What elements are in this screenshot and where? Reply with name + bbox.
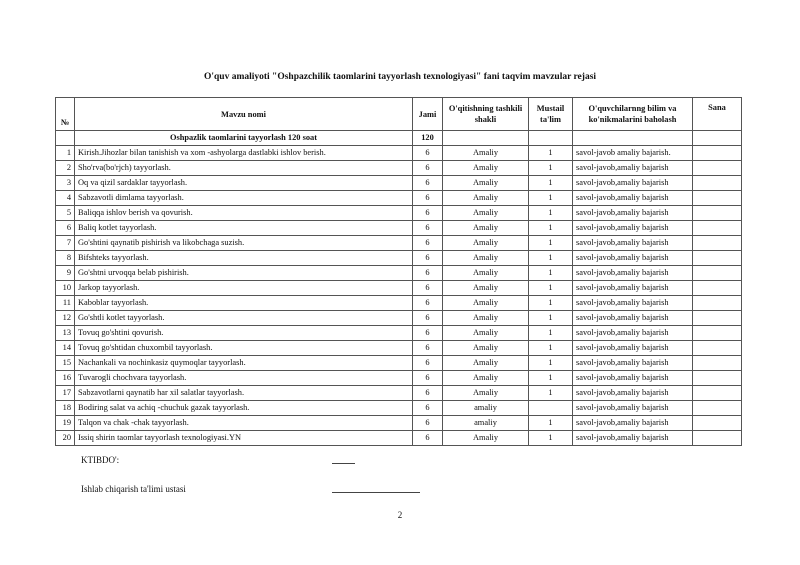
header-no: № — [56, 98, 75, 131]
row-date — [693, 206, 742, 221]
table-row — [56, 281, 742, 296]
row-total: 6 — [413, 356, 443, 371]
section-label: Oshpazlik taomlarini tayyorlash 120 soat — [75, 131, 413, 146]
row-form: Amaliy — [443, 356, 529, 371]
row-date — [693, 296, 742, 311]
table-row — [56, 416, 742, 431]
row-topic: Sabzavotli dimlama tayyorlash. — [75, 191, 413, 206]
row-assessment: savol-javob,amaliy bajarish — [573, 311, 693, 326]
row-number: 7 — [56, 236, 75, 251]
table-row — [56, 236, 742, 251]
row-number: 12 — [56, 311, 75, 326]
row-number: 9 — [56, 266, 75, 281]
signature-line-1 — [332, 463, 355, 464]
row-assessment: savol-javob,amaliy bajarish — [573, 266, 693, 281]
row-topic: Go'shtni urvoqqa belab pishirish. — [75, 266, 413, 281]
row-number: 11 — [56, 296, 75, 311]
row-form: Amaliy — [443, 221, 529, 236]
row-topic: Go'shtli kotlet tayyorlash. — [75, 311, 413, 326]
row-total: 6 — [413, 431, 443, 446]
row-independent: 1 — [529, 176, 573, 191]
row-assessment: savol-javob,amaliy bajarish — [573, 386, 693, 401]
row-topic: Bifshteks tayyorlash. — [75, 251, 413, 266]
row-assessment: savol-javob,amaliy bajarish — [573, 221, 693, 236]
row-independent: 1 — [529, 326, 573, 341]
table-row — [56, 176, 742, 191]
header-form: O'qitishning tashkili shakli — [443, 98, 529, 131]
row-total: 6 — [413, 311, 443, 326]
row-form: Amaliy — [443, 371, 529, 386]
row-topic: Oq va qizil sardaklar tayyorlash. — [75, 176, 413, 191]
row-number: 10 — [56, 281, 75, 296]
row-topic: Tuvarogli chochvara tayyorlash. — [75, 371, 413, 386]
row-independent: 1 — [529, 146, 573, 161]
row-date — [693, 431, 742, 446]
row-date — [693, 176, 742, 191]
table-row — [56, 206, 742, 221]
row-total: 6 — [413, 146, 443, 161]
row-total: 6 — [413, 206, 443, 221]
row-assessment: savol-javob,amaliy bajarish — [573, 401, 693, 416]
row-form: Amaliy — [443, 281, 529, 296]
row-total: 6 — [413, 371, 443, 386]
table-row — [56, 191, 742, 206]
row-independent: 1 — [529, 206, 573, 221]
row-form: amaliy — [443, 401, 529, 416]
table-row — [56, 386, 742, 401]
row-total: 6 — [413, 176, 443, 191]
row-topic: Kaboblar tayyorlash. — [75, 296, 413, 311]
row-total: 6 — [413, 386, 443, 401]
row-topic: Sho'rva(bo'rjch) tayyorlash. — [75, 161, 413, 176]
row-number: 1 — [56, 146, 75, 161]
table-row — [56, 326, 742, 341]
row-form: Amaliy — [443, 266, 529, 281]
row-date — [693, 386, 742, 401]
row-form: Amaliy — [443, 206, 529, 221]
row-independent: 1 — [529, 191, 573, 206]
row-total: 6 — [413, 326, 443, 341]
signature-line-2 — [332, 492, 420, 493]
row-assessment: savol-javob,amaliy bajarish — [573, 251, 693, 266]
signature-label-ktibdo: KTIBDO': — [81, 455, 120, 465]
section-date — [693, 131, 742, 146]
header-row — [56, 98, 742, 131]
page-number: 2 — [397, 510, 403, 520]
table-row — [56, 266, 742, 281]
row-assessment: savol-javob amaliy bajarish. — [573, 146, 693, 161]
row-form: Amaliy — [443, 386, 529, 401]
row-topic: Issiq shirin taomlar tayyorlash texnologiyasi.YN — [75, 431, 413, 446]
row-total: 6 — [413, 416, 443, 431]
row-form: Amaliy — [443, 236, 529, 251]
row-form: Amaliy — [443, 161, 529, 176]
row-form: Amaliy — [443, 191, 529, 206]
row-topic: Baliqqa ishlov berish va qovurish. — [75, 206, 413, 221]
header-total: Jami — [413, 98, 443, 131]
row-form: Amaliy — [443, 251, 529, 266]
row-independent: 1 — [529, 386, 573, 401]
row-number: 6 — [56, 221, 75, 236]
table-row — [56, 161, 742, 176]
section-form — [443, 131, 529, 146]
row-independent: 1 — [529, 371, 573, 386]
table-row — [56, 371, 742, 386]
table-row — [56, 401, 742, 416]
section-total: 120 — [413, 131, 443, 146]
row-date — [693, 341, 742, 356]
row-total: 6 — [413, 401, 443, 416]
row-independent: 1 — [529, 236, 573, 251]
row-number: 14 — [56, 341, 75, 356]
signature-label-master: Ishlab chiqarish ta'limi ustasi — [81, 484, 186, 494]
table-row — [56, 296, 742, 311]
table-row — [56, 146, 742, 161]
table-row — [56, 221, 742, 236]
row-number: 17 — [56, 386, 75, 401]
row-number: 18 — [56, 401, 75, 416]
row-assessment: savol-javob,amaliy bajarish — [573, 341, 693, 356]
row-topic: Go'shtini qaynatib pishirish va likobchaga suzish. — [75, 236, 413, 251]
header-topic: Mavzu nomi — [75, 98, 413, 131]
row-date — [693, 356, 742, 371]
row-assessment: savol-javob,amaliy bajarish — [573, 281, 693, 296]
row-independent: 1 — [529, 161, 573, 176]
row-topic: Tovuq go'shtidan chuxombil tayyorlash. — [75, 341, 413, 356]
row-independent: 1 — [529, 341, 573, 356]
row-date — [693, 281, 742, 296]
row-topic: Jarkop tayyorlash. — [75, 281, 413, 296]
row-date — [693, 221, 742, 236]
row-form: Amaliy — [443, 341, 529, 356]
row-topic: Nachankali va nochinkasiz quymoqlar tayyorlash. — [75, 356, 413, 371]
row-number: 19 — [56, 416, 75, 431]
row-number: 16 — [56, 371, 75, 386]
section-ind — [529, 131, 573, 146]
row-assessment: savol-javob,amaliy bajarish — [573, 371, 693, 386]
row-independent — [529, 401, 573, 416]
row-total: 6 — [413, 161, 443, 176]
table-row — [56, 311, 742, 326]
header-independent: Mustail ta'lim — [529, 98, 573, 131]
row-date — [693, 236, 742, 251]
section-no — [56, 131, 75, 146]
row-independent: 1 — [529, 416, 573, 431]
row-date — [693, 311, 742, 326]
row-assessment: savol-javob,amaliy bajarish — [573, 416, 693, 431]
row-independent: 1 — [529, 281, 573, 296]
row-assessment: savol-javob,amaliy bajarish — [573, 296, 693, 311]
header-date: Sana — [693, 98, 742, 131]
row-independent: 1 — [529, 251, 573, 266]
row-total: 6 — [413, 281, 443, 296]
row-independent: 1 — [529, 431, 573, 446]
section-row — [56, 131, 742, 146]
row-number: 3 — [56, 176, 75, 191]
row-topic: Bodiring salat va achiq -chuchuk gazak tayyorlash. — [75, 401, 413, 416]
row-date — [693, 191, 742, 206]
row-number: 15 — [56, 356, 75, 371]
row-topic: Tovuq go'shtini qovurish. — [75, 326, 413, 341]
table-row — [56, 356, 742, 371]
row-independent: 1 — [529, 296, 573, 311]
row-date — [693, 416, 742, 431]
row-date — [693, 146, 742, 161]
row-number: 20 — [56, 431, 75, 446]
row-assessment: savol-javob,amaliy bajarish — [573, 176, 693, 191]
row-assessment: savol-javob,amaliy bajarish — [573, 191, 693, 206]
row-topic: Talqon va chak -chak tayyorlash. — [75, 416, 413, 431]
schedule-table — [55, 97, 742, 446]
row-number: 13 — [56, 326, 75, 341]
row-form: Amaliy — [443, 146, 529, 161]
row-date — [693, 251, 742, 266]
row-assessment: savol-javob,amaliy bajarish — [573, 161, 693, 176]
section-assess — [573, 131, 693, 146]
row-total: 6 — [413, 221, 443, 236]
row-topic: Baliq kotlet tayyorlash. — [75, 221, 413, 236]
row-date — [693, 266, 742, 281]
row-number: 4 — [56, 191, 75, 206]
row-number: 5 — [56, 206, 75, 221]
table-row — [56, 251, 742, 266]
row-topic: Sabzavotlarni qaynatib har xil salatlar tayyorlash. — [75, 386, 413, 401]
row-date — [693, 326, 742, 341]
row-assessment: savol-javob,amaliy bajarish — [573, 206, 693, 221]
row-assessment: savol-javob,amaliy bajarish — [573, 356, 693, 371]
row-assessment: savol-javob,amaliy bajarish — [573, 236, 693, 251]
table-row — [56, 341, 742, 356]
row-total: 6 — [413, 251, 443, 266]
row-date — [693, 371, 742, 386]
row-total: 6 — [413, 266, 443, 281]
row-date — [693, 161, 742, 176]
row-independent: 1 — [529, 266, 573, 281]
row-assessment: savol-javob,amaliy bajarish — [573, 431, 693, 446]
row-number: 8 — [56, 251, 75, 266]
row-independent: 1 — [529, 356, 573, 371]
row-total: 6 — [413, 296, 443, 311]
row-form: Amaliy — [443, 431, 529, 446]
row-independent: 1 — [529, 221, 573, 236]
row-form: Amaliy — [443, 311, 529, 326]
row-independent: 1 — [529, 311, 573, 326]
document-title: O'quv amaliyoti "Oshpazchilik taomlarini tayyorlash texnologiyasi" fani taqvim mavzular rejasi — [203, 72, 597, 82]
table-row — [56, 431, 742, 446]
row-topic: Kirish.Jihozlar bilan tanishish va xom -ashyolarga dastlabki ishlov berish. — [75, 146, 413, 161]
row-assessment: savol-javob,amaliy bajarish — [573, 326, 693, 341]
header-assessment: O'quvchilarnng bilim va ko'nikmalarini baholash — [573, 98, 693, 131]
row-number: 2 — [56, 161, 75, 176]
row-total: 6 — [413, 236, 443, 251]
row-form: Amaliy — [443, 176, 529, 191]
row-total: 6 — [413, 191, 443, 206]
row-total: 6 — [413, 341, 443, 356]
row-form: Amaliy — [443, 296, 529, 311]
row-form: amaliy — [443, 416, 529, 431]
row-form: Amaliy — [443, 326, 529, 341]
row-date — [693, 401, 742, 416]
